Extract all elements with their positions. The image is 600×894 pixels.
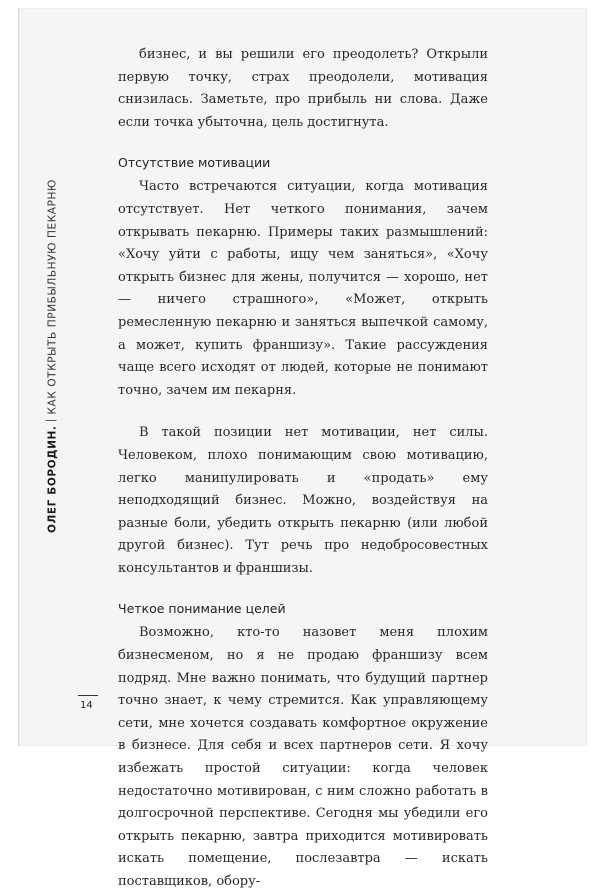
page-body (118, 44, 488, 894)
paragraph-intro: бизнес, и вы решили его преодолеть? Открыли первую точку, страх преодолели, мотивация снизилась. Заметьте, про прибыль ни слова. Даже если точка убыточна, цель достигнута. (118, 47, 488, 130)
heading-no-motivation: Отсутствие мотивации (118, 155, 271, 171)
heading-clear-goals: Четкое понимание целей (118, 601, 286, 617)
running-head-title: КАК ОТКРЫТЬ ПРИБЫЛЬНУЮ ПЕКАРНЮ (46, 179, 59, 415)
running-head-text (46, 179, 59, 533)
paragraph-no-motivation: Часто встречаются ситуации, когда мотивация отсутствует. Нет четкого понимания, зачем открывать пекарню. Примеры таких размышлений: «Хочу уйти с работы, ищу чем заняться», «Хочу открыть бизнес для жены, получится — хорошо, нет — ничего страшного», «Может, открыть ремесленную пекарню и заняться выпечкой самому, а может, купить франшизу». Такие рассуждения чаще всего исходят от людей, которые не понимают точно, зачем им пекарня. (118, 179, 488, 398)
page-number: 14 (80, 700, 93, 711)
running-head-author: ОЛЕГ БОРОДИН. (46, 425, 59, 533)
running-head-separator (46, 420, 57, 421)
paragraph-manipulation: В такой позиции нет мотивации, нет силы. Человеком, плохо понимающим свою мотивацию, легко манипулировать и «продать» ему неподходящий бизнес. Можно, воздействуя на разные боли, убедить открыть пекарню (или любой другой бизнес). Тут речь про недобросовестных консультантов и франшизы. (118, 425, 488, 576)
paragraph-clear-goals: Возможно, кто-то назовет меня плохим бизнесменом, но я не продаю франшизу всем подряд. Мне важно понимать, что будущий партнер точно знает, к чему стремится. Как управляющему сети, мне хочется создавать комфортное окружение в бизнесе. Для себя и всех партнеров сети. Я хочу избежать простой ситуации: когда человек недостаточно мотивирован, с ним сложно работать в долгосрочной перспективе. Сегодня мы убедили его открыть пекарню, завтра приходится мотивировать искать помещение, послезавтра — искать поставщиков, обору- (118, 625, 488, 889)
footer-rule (78, 695, 98, 696)
